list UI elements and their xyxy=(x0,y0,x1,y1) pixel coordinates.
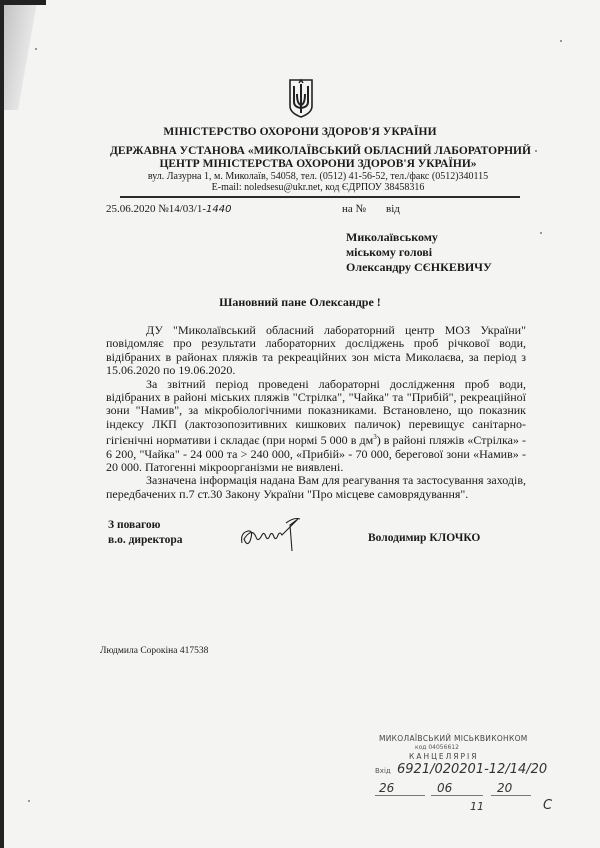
handwritten-signature xyxy=(238,513,308,553)
from-label: від xyxy=(386,203,400,215)
scan-speck xyxy=(35,48,37,50)
stamp-underline xyxy=(375,795,425,796)
executor-contact: Людмила Сорокіна 417538 xyxy=(100,646,209,656)
scan-edge-top xyxy=(0,0,46,5)
folded-corner-shadow xyxy=(0,0,48,110)
greeting: Шановний пане Олександре ! xyxy=(219,295,381,309)
scan-speck xyxy=(540,232,542,234)
body-paragraph: За звітний період проведені лабораторні дослідження проб води, відібраних в районі міських пляжів "Стрілка", "Чайка" та "Прибій", рекреаційної зони "Намив", за мікробіологічними показниками. Встановлено, що показник індексу ЛКП (лактозопозитивних кишкових паличок) перевищує санітарно-гігієнічні нормативи і складає (при нормі 5 000 в $дм^3$) в районі пляжів «Стрілка» - 6 200, "Чайка" - 24 000 та > 240 000, «Прибій» - 70 000, берегової зони «Намив» - 20 000. Патогенні мікроорганізми не виявлені. xyxy=(106,376,526,475)
addressee-block xyxy=(346,230,492,275)
handwritten-number: 1440 xyxy=(206,204,232,215)
scan-speck xyxy=(535,150,537,152)
institution-name-line2: ЦЕНТР МІНІСТЕРСТВА ОХОРОНИ ЗДОРОВ'Я УКРАЇНИ» xyxy=(159,158,477,170)
stamp-underline xyxy=(491,795,531,796)
stamp-code: код 04056612 xyxy=(415,744,459,751)
institution-name-line1: ДЕРЖАВНА УСТАНОВА «МИКОЛАЇВСЬКИЙ ОБЛАСНИЙ ЛАБОРАТОРНИЙ xyxy=(110,145,531,157)
coat-of-arms-icon xyxy=(287,78,315,118)
body-paragraph: Зазначена інформація надана Вам для реагування та застосування заходів, передбачених п.7 ст.30 Закону України "Про місцеве самоврядування". xyxy=(106,473,526,501)
scan-speck xyxy=(28,800,30,802)
signer-position: в.о. директора xyxy=(108,534,183,546)
in-reply-label: на № xyxy=(342,203,367,215)
scan-speck xyxy=(560,40,562,42)
institution-address: вул. Лазурна 1, м. Миколаїв, 54058, тел. (0512) 41-56-52, тел./факс (0512)340115 xyxy=(147,171,489,182)
stamp-underline xyxy=(431,795,483,796)
signer-name: Володимир КЛОЧКО xyxy=(368,532,481,544)
stamp-month: 06 xyxy=(437,781,453,795)
registration-stamp xyxy=(375,734,595,834)
date-and-number: 25.06.2020 №14/03/1- xyxy=(106,203,207,215)
signature-position xyxy=(108,518,183,548)
addressee-line: Олександру СЄНКЕВИЧУ xyxy=(346,260,492,274)
stamp-sheets: 11 xyxy=(470,800,484,813)
stamp-incoming-number: 6921/020201-12/14/20 xyxy=(397,762,548,777)
outgoing-reference xyxy=(106,203,231,215)
stamp-mark: С xyxy=(543,798,553,813)
stamp-office: КАНЦЕЛЯРІЯ xyxy=(409,752,479,761)
body-paragraph: ДУ "Миколаївський обласний лабораторний центр МОЗ України" повідомляє про результати лабораторних досліджень проб річкової води, відібраних в районах пляжів та рекреаційних зон міста Миколаєва, за період з 15.06.2020 по 19.06.2020. xyxy=(106,323,526,378)
letter-body xyxy=(106,324,526,501)
ministry-name: МІНІСТЕРСТВО ОХОРОНИ ЗДОРОВ'Я УКРАЇНИ xyxy=(163,126,437,138)
institution-email: E-mail: noledsesu@ukr.net, код ЄДРПОУ 38458316 xyxy=(211,182,425,193)
addressee-line: Миколаївському xyxy=(346,230,438,244)
stamp-year: 20 xyxy=(497,781,513,795)
stamp-incoming-label: Вхід xyxy=(375,767,391,775)
stamp-day: 26 xyxy=(379,781,395,795)
closing-phrase: З повагою xyxy=(108,519,161,531)
letterhead-divider xyxy=(120,196,520,198)
stamp-organization: МИКОЛАЇВСЬКИЙ МІСЬКВИКОНКОМ xyxy=(379,734,528,743)
addressee-line: міському голові xyxy=(346,245,433,259)
